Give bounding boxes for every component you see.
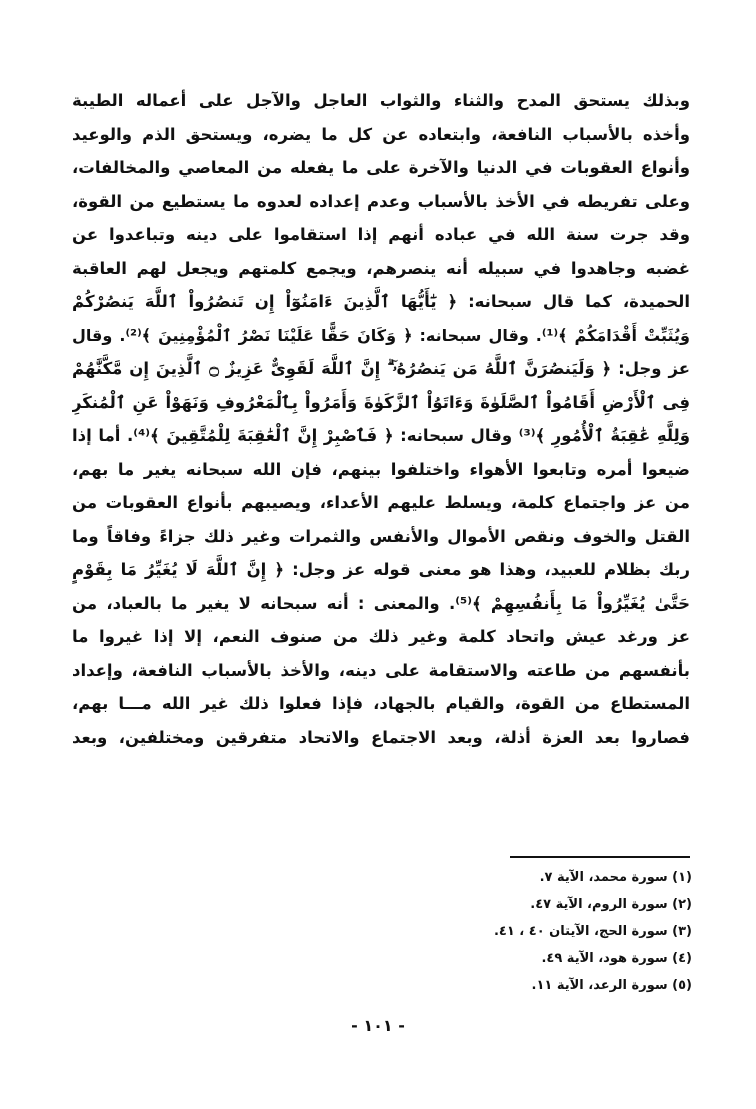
footnote-2: (٢) سورة الروم، الآية ٤٧. <box>530 897 692 912</box>
text-line-20: فصاروا بعد العزة أذلة، وبعد الاجتماع والاتحاد متفرقين ومختلفين، وبعد <box>72 727 690 747</box>
footnote-separator <box>510 856 690 858</box>
text-line-9: عز وجل: ﴿ وَلَيَنصُرَنَّ ٱللَّهُ مَن يَنصُرُهُۥٓ ۗ إِنَّ ٱللَّهَ لَقَوِىٌّ عَزِيزٌ ۝ ٱلَّذِينَ إِن مَّكَّنَّٰهُمْ <box>72 359 690 378</box>
text-line-16: حَتَّىٰ يُغَيِّرُواْ مَا بِأَنفُسِهِمْ ﴾⁽⁵⁾. والمعنى : أنه سبحانه لا يغير ما بالعباد، من <box>72 593 690 613</box>
text-line-18: بأنفسهم من طاعته والاستقامة على دينه، والأخذ بالأسباب النافعة، وإعداد <box>72 660 690 680</box>
text-line-13: من عز واجتماع كلمة، ويسلط عليهم الأعداء، ويصيبهم بأنواع العقوبات من <box>72 493 690 512</box>
footnote-5: (٥) سورة الرعد، الآية ١١. <box>531 978 692 993</box>
text-line-3: وأنواع العقوبات في الدنيا والآخرة على ما يفعله من المعاصي والمخالفات، <box>72 158 690 177</box>
text-line-2: وأخذه بالأسباب النافعة، وابتعاده عن كل ما يضره، ويستحق الذم والوعيد <box>72 124 690 144</box>
page-number: - ١٠١ - <box>351 1016 405 1035</box>
text-line-5: وقد جرت سنة الله في عباده أنهم إذا استقاموا على دينه وتباعدوا عن <box>72 225 690 244</box>
text-line-7: الحميدة، كما قال سبحانه: ﴿ يَٰٓأَيُّهَا ٱلَّذِينَ ءَامَنُوٓاْ إِن تَنصُرُواْ ٱللَّهَ يَنصُرْكُمْ <box>72 292 690 311</box>
text-line-1: وبذلك يستحق المدح والثناء والثواب العاجل والآجل على أعماله الطيبة <box>72 91 690 110</box>
footnote-4: (٤) سورة هود، الآية ٤٩. <box>541 951 692 966</box>
footnotes <box>300 864 692 999</box>
text-line-14: القتل والخوف ونقص الأموال والأنفس والثمرات وغير ذلك جزاءً وفاقاً وما <box>72 526 690 546</box>
text-line-15: ربك بظلام للعبيد، وهذا هو معنى قوله عز وجل: ﴿ إِنَّ ٱللَّهَ لَا يُغَيِّرُ مَا بِقَوْمٍ <box>72 560 690 579</box>
footnote-3: (٣) سورة الحج، الآيتان ٤٠ ، ٤١. <box>493 924 692 939</box>
text-line-11: وَلِلَّهِ عَٰقِبَةُ ٱلْأُمُورِ ﴾⁽³⁾ وقال سبحانه: ﴿ فَٱصْبِرْ إِنَّ ٱلْعَٰقِبَةَ لِلْمُتَّقِينَ ﴾⁽⁴⁾. أما إذا <box>72 426 690 445</box>
text-line-19: المستطاع من القوة، والقيام بالجهاد، فإذا فعلوا ذلك غير الله مـــا بهم، <box>72 694 690 713</box>
text-line-4: وعلى تفريطه في الأخذ بالأسباب وعدم إعداده لعدوه ما يستطيع من القوة، <box>72 191 690 211</box>
footnote-1: (١) سورة محمد، الآية ٧. <box>539 870 692 885</box>
text-line-12: ضيعوا أمره وتابعوا الأهواء واختلفوا بينهم، فإن الله سبحانه يغير ما بهم، <box>72 459 690 479</box>
main-text-block <box>72 84 690 754</box>
text-line-17: عز ورغد عيش واتحاد كلمة وغير ذلك من صنوف النعم، إلا إذا غيروا ما <box>72 627 690 646</box>
text-line-10: فِى ٱلْأَرْضِ أَقَامُواْ ٱلصَّلَوٰةَ وَءَاتَوُاْ ٱلزَّكَوٰةَ وَأَمَرُواْ بِٱلْمَعْرُوفِ وَنَهَوْاْ عَنِ ٱلْمُنكَرِ <box>72 392 690 412</box>
text-line-6: غضبه وجاهدوا في سبيله أنه ينصرهم، ويجمع كلمتهم ويجعل لهم العاقبة <box>72 258 690 278</box>
text-line-8: وَيُثَبِّتْ أَقْدَامَكُمْ ﴾⁽¹⁾. وقال سبحانه: ﴿ وَكَانَ حَقًّا عَلَيْنَا نَصْرُ ٱلْمُؤْمِنِينَ ﴾⁽²⁾. وقال <box>72 325 690 345</box>
